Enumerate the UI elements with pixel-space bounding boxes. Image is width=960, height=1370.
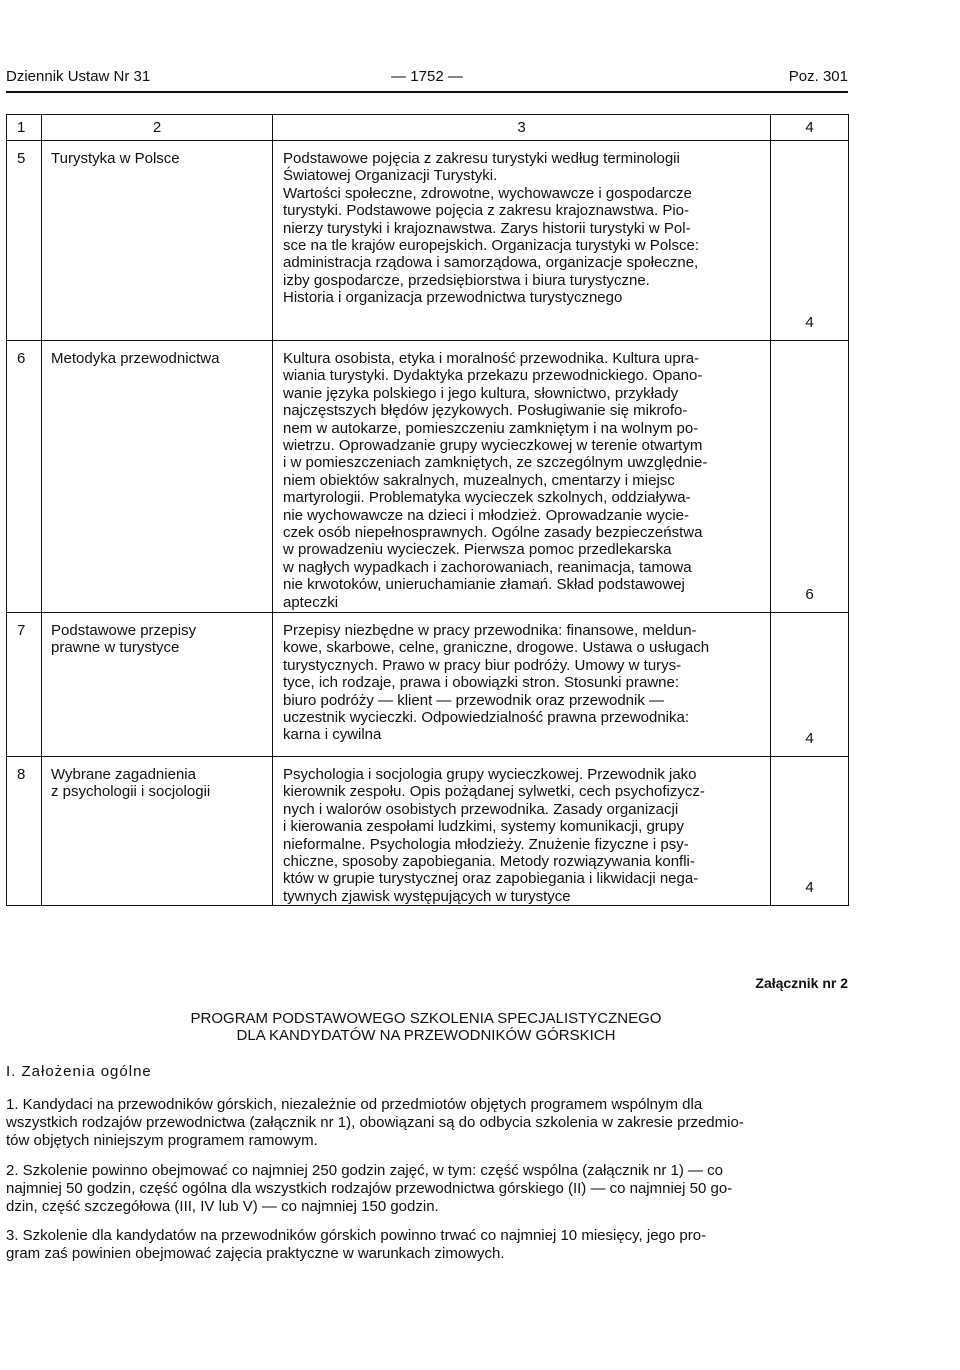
row-hours-cell: [771, 757, 849, 906]
row-hours: 4: [805, 729, 814, 747]
table-header-row: [7, 115, 849, 141]
row-number: 7: [7, 613, 42, 757]
column-header: 2: [42, 115, 273, 141]
row-content: Psychologia i socjologia grupy wycieczkowej. Przewodnik jako kierownik zespołu. Opis pożądanej sylwetki, cech psychofizycz- nych i walorów osobistych przewodnika. Zasady organizacji i kierowania zespołami ludzkimi, systemy komunikacji, grupy nieformalne. Psychologia młodzieży. Znużenie fizyczne i psy- chiczne, sposoby zapobiegania. Metody rozwiązywania konfli- któw w grupie turystycznej oraz zapobiegania i likwidacji nega- tywnych zjawisk występujących w turystyce: [273, 757, 771, 906]
page-number: — 1752 —: [391, 68, 463, 85]
row-subject: Wybrane zagadnienia z psychologii i socjologii: [42, 757, 273, 906]
row-number: 5: [7, 141, 42, 341]
row-content: Przepisy niezbędne w pracy przewodnika: finansowe, meldun- kowe, skarbowe, celne, graniczne, drogowe. Ustawa o usługach turystycznych. Prawo w pracy biur podróży. Umowy w turys- tyce, ich rodzaje, prawa i obowiązki stron. Stosunki prawne: biuro podróży — klient — przewodnik oraz przewodnik — uczestnik wycieczki. Odpowiedzialność prawna przewodnika: karna i cywilna: [273, 613, 771, 757]
table-row: [7, 341, 849, 613]
row-subject: Podstawowe przepisy prawne w turystyce: [42, 613, 273, 757]
table-row: [7, 141, 849, 341]
program-title-line: PROGRAM PODSTAWOWEGO SZKOLENIA SPECJALISTYCZNEGO: [190, 1010, 662, 1027]
column-header: 4: [771, 115, 849, 141]
program-title-line: DLA KANDYDATÓW NA PRZEWODNIKÓW GÓRSKICH: [236, 1027, 616, 1044]
position-number: Poz. 301: [788, 68, 848, 85]
row-content: Podstawowe pojęcia z zakresu turystyki według terminologii Światowej Organizacji Turystyki. Wartości społeczne, zdrowotne, wychowawcze i gospodarcze turystyki. Podstawowe pojęcia z zakresu krajoznawstwa. Pio- nierzy turystyki i krajoznawstwa. Zarys historii turystyki w Pol- sce na tle krajów europejskich. Organizacja turystyki w Polsce: administracja rządowa i samorządowa, organizacje społeczne, izby gospodarcze, przedsiębiorstwa i biura turystyczne. Historia i organizacja przewodnictwa turystycznego: [273, 141, 771, 341]
section-heading: I. Założenia ogólne: [6, 1063, 152, 1080]
page-header: [6, 68, 848, 92]
row-number: 8: [7, 757, 42, 906]
row-hours: 4: [805, 313, 814, 331]
program-title: [0, 1010, 852, 1044]
row-hours: 6: [805, 585, 814, 603]
journal-title: Dziennik Ustaw Nr 31: [6, 68, 151, 85]
row-subject: Turystyka w Polsce: [42, 141, 273, 341]
table-row: [7, 757, 849, 906]
attachment-label: Załącznik nr 2: [755, 975, 848, 991]
row-hours-cell: [771, 141, 849, 341]
row-hours-cell: [771, 613, 849, 757]
header-rule: [6, 91, 848, 93]
column-header: 3: [273, 115, 771, 141]
paragraph: 1. Kandydaci na przewodników górskich, niezależnie od przedmiotów objętych programem wspólnym dla wszystkich rodzajów przewodnictwa (załącznik nr 1), obowiązani są do odbycia szkolenia w zakresie przedmio- tów objętych niniejszym programem ramowym.: [6, 1096, 744, 1149]
row-hours: 4: [805, 878, 814, 896]
column-header: 1: [7, 115, 42, 141]
row-content: Kultura osobista, etyka i moralność przewodnika. Kultura upra- wiania turystyki. Dydaktyka przekazu przewodnickiego. Opano- wanie języka polskiego i jego kultura, słownictwo, przykłady najczęstszych błędów językowych. Posługiwanie się mikrofo- nem w autokarze, pomieszczeniu zamkniętym i na wolnym po- wietrzu. Oprowadzanie grupy wycieczkowej w terenie otwartym i w pomieszczeniach zamkniętych, ze szczególnym uwzględnie- niem obiektów sakralnych, muzealnych, cmentarzy i miejsc martyrologii. Problematyka wycieczek szkolnych, oddziaływa- nie wychowawcze na dzieci i młodzież. Oprowadzanie wycie- czek osób niepełnosprawnych. Ogólne zasady bezpieczeństwa w prowadzeniu wycieczek. Pierwsza pomoc przedlekarska w nagłych wypadkach i zachorowaniach, reanimacja, tamowa nie krwotoków, unieruchamianie złamań. Skład podstawowej apteczki: [273, 341, 771, 613]
paragraph: 3. Szkolenie dla kandydatów na przewodników górskich powinno trwać co najmniej 10 miesięcy, jego pro- gram zaś powinien obejmować zajęcia praktyczne w warunkach zimowych.: [6, 1227, 707, 1262]
paragraph: 2. Szkolenie powinno obejmować co najmniej 250 godzin zajęć, w tym: część wspólna (załącznik nr 1) — co najmniej 50 godzin, część ogólna dla wszystkich rodzajów przewodnictwa górskiego (II) — co najmniej 50 go- dzin, część szczegółowa (III, IV lub V) — co najmniej 150 godzin.: [6, 1162, 733, 1215]
row-number: 6: [7, 341, 42, 613]
row-hours-cell: [771, 341, 849, 613]
table-row: [7, 613, 849, 757]
row-subject: Metodyka przewodnictwa: [42, 341, 273, 613]
curriculum-table: [6, 114, 849, 906]
